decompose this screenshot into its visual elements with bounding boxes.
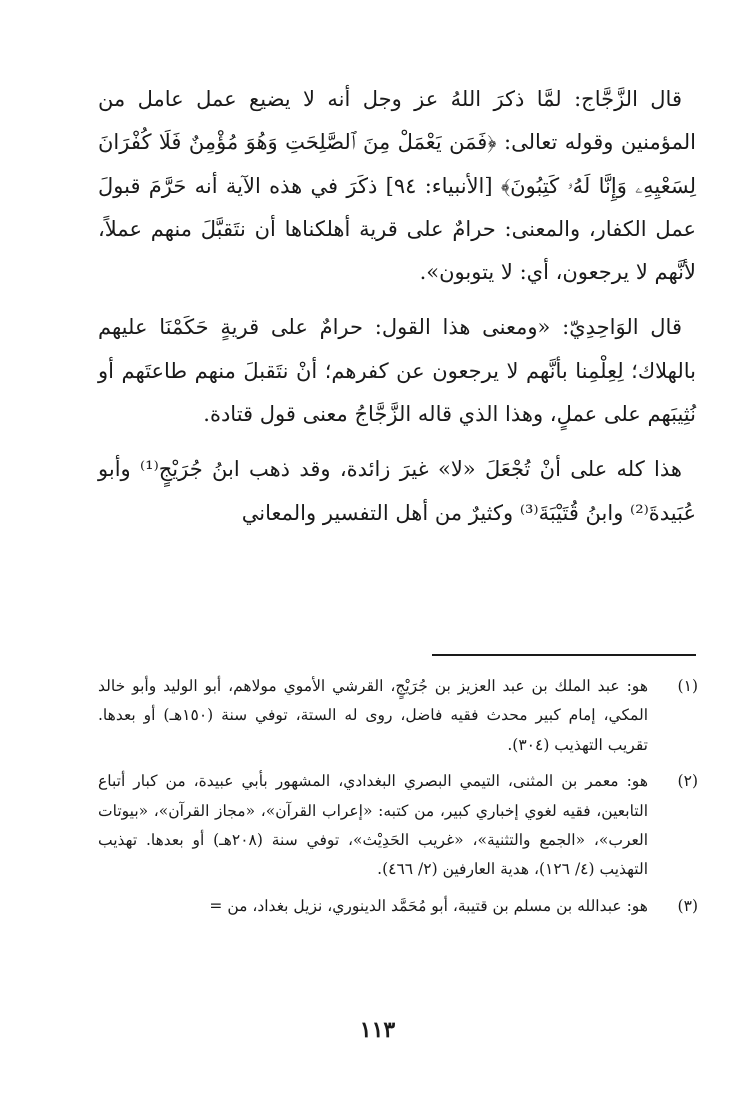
footnote-text: هو: معمر بن المثنى، التيمي البصري البغدادي، المشهور بأبي عبيدة، من كبار أتباع التابعين، فقيه لغوي إخباري كبير، من كتبه: «إعراب القرآن»، «مجاز القرآن»، «بيوتات العرب»، «الجمع والتثنية»، «غريب الحَدِيْث»، توفي سنة (٢٠٨هـ) أو بعدها. تهذيب التهذيب (٤/ ١٢٦)، هدية العارفين (٢/ ٤٦٦). (98, 772, 648, 879)
footnote-number: (٣) (677, 896, 698, 915)
paragraph-zajjaj (98, 78, 696, 294)
footnotes (98, 672, 698, 928)
paragraph-continuation-text: هذا كله على أنْ تُجْعَلَ «لا» غيرَ زائدة، وقد ذهب ابنُ جُرَيْجٍ⁽¹⁾ وأبو عُبَيدةَ⁽²⁾ وابنُ قُتَيْبَةَ⁽³⁾ وكثيرٌ من أهل التفسير والمعاني (98, 457, 696, 525)
paragraph-zajjaj-text: قال الزَّجَّاج: لمَّا ذكرَ اللهُ عز وجل أنه لا يضيع عمل عامل من المؤمنين وقوله تعالى: ﴿فَمَن يَعْمَلْ مِنَ ٱلصَّلِحَتِ وَهُوَ مُؤْمِنٌ فَلَا كُفْرَانَ لِسَعْيِهِۦ وَإِنَّا لَهُۥ كَتِبُونَ﴾ [الأنبياء: ٩٤] ذكَرَ في هذه الآية أنه حَرَّمَ قبولَ عمل الكفار، والمعنى: حرامٌ على قرية أهلكناها أن نتَقبَّلَ منهم عملاً، لأنَّهم لا يرجعون، أي: لا يتوبون». (98, 87, 696, 285)
footnote-number: (١) (677, 677, 698, 695)
footnote-2 (98, 767, 698, 885)
paragraph-wahidi (98, 306, 696, 436)
main-text (98, 78, 696, 535)
paragraph-continuation (98, 448, 696, 535)
paragraph-wahidi-text: قال الوَاحِدِيّ: «ومعنى هذا القول: حرامٌ على قريةٍ حَكَمْنَا عليهم بالهلاك؛ لِعِلْمِنا بأنَّهم لا يرجعون عن كفرهم؛ أنْ نتَقبلَ منهم طاعتَهم أو نُثِيبَهم على عملٍ، وهذا الذي قاله الزَّجَّاجُ معنى قول قتادة. (98, 315, 696, 427)
footnote-3 (98, 892, 698, 921)
footnote-number: (٢) (677, 772, 698, 791)
footnote-divider (432, 654, 696, 656)
footnote-1 (98, 672, 698, 760)
footnote-text: هو: عبدالله بن مسلم بن قتيبة، أبو مُحَمَّد الدينوري، نزيل بغداد، من = (209, 896, 648, 915)
footnote-text: هو: عبد الملك بن عبد العزيز بن جُرَيْجٍ، القرشي الأموي مولاهم، أبو الوليد وأبو خالد المكي، إمام كبير محدث فقيه فاضل، روى له الستة، توفي سنة (١٥٠هـ) أو بعدها. تقريب التهذيب (٣٠٤). (98, 677, 648, 754)
page-number: ١١٣ (359, 1017, 396, 1043)
